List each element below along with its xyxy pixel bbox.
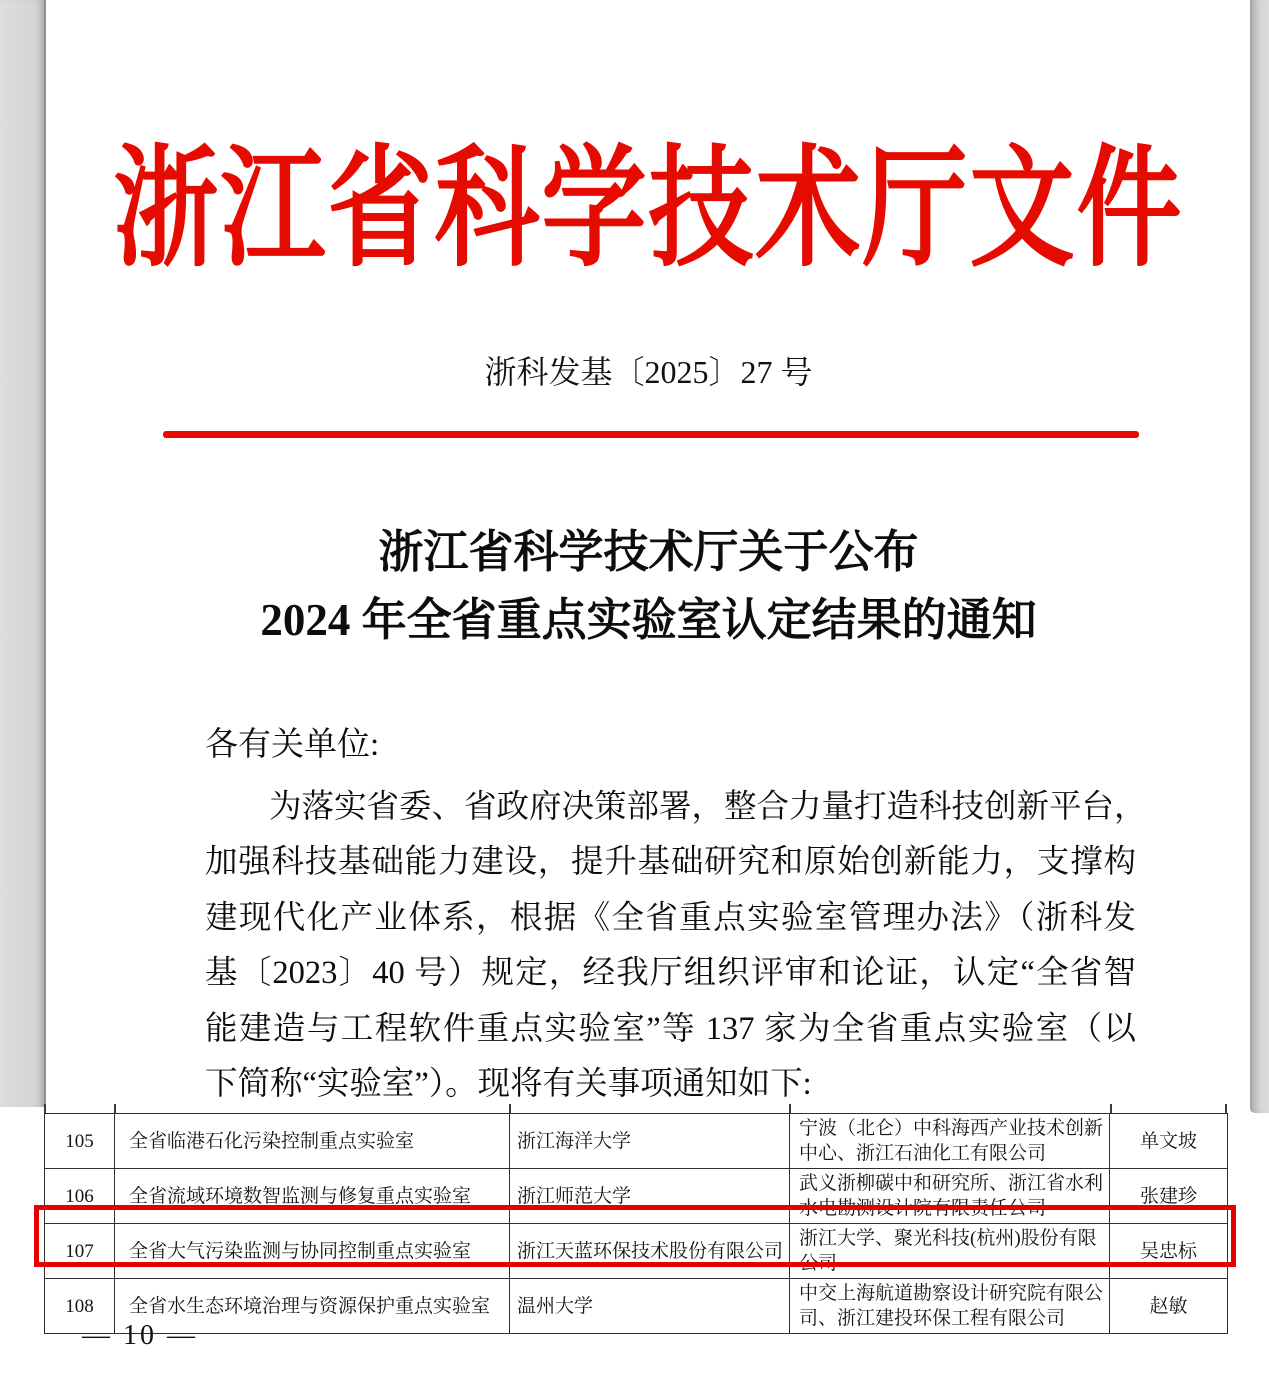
partners-cell: 浙江大学、聚光科技(杭州)股份有限公司 bbox=[790, 1224, 1110, 1279]
row-number-cell: 106 bbox=[45, 1169, 115, 1224]
lab-name-cell: 全省水生态环境治理与资源保护重点实验室 bbox=[115, 1279, 510, 1334]
lab-name-cell: 全省流域环境数智监测与修复重点实验室 bbox=[115, 1169, 510, 1224]
red-divider-line bbox=[163, 431, 1139, 438]
body-line: 下简称“实验室”）。现将有关事项通知如下: bbox=[205, 1065, 812, 1102]
red-highlight-box-row-107 bbox=[34, 1205, 1236, 1267]
salutation: 各有关单位: bbox=[205, 727, 380, 763]
body-line: 加强科技基础能力建设，提升基础研究和原始创新能力，支撑构 bbox=[205, 844, 1136, 881]
director-cell: 赵敏 bbox=[1110, 1279, 1228, 1334]
director-cell: 张建珍 bbox=[1110, 1169, 1228, 1224]
row-number-cell: 105 bbox=[45, 1114, 115, 1169]
table-row bbox=[45, 1114, 1228, 1169]
institution-cell: 浙江师范大学 bbox=[510, 1169, 790, 1224]
page-left-margin bbox=[0, 0, 46, 1107]
notice-title-line1: 浙江省科学技术厅关于公布 bbox=[378, 527, 919, 577]
page-number: — 10 — bbox=[82, 1320, 198, 1351]
notice-title bbox=[47, 518, 1250, 654]
director-cell: 单文坡 bbox=[1110, 1114, 1228, 1169]
body-line: 为落实省委、省政府决策部署，整合力量打造科技创新平台， bbox=[269, 789, 1147, 825]
body-line: 能建造与工程软件重点实验室”等 137 家为全省重点实验室（以 bbox=[205, 1010, 1136, 1047]
table-row bbox=[45, 1279, 1228, 1334]
partners-cell: 宁波（北仑）中科海西产业技术创新中心、浙江石油化工有限公司 bbox=[790, 1114, 1110, 1169]
institution-cell: 浙江海洋大学 bbox=[510, 1114, 790, 1169]
institution-cell: 温州大学 bbox=[510, 1279, 790, 1334]
lab-name-cell: 全省临港石化污染控制重点实验室 bbox=[115, 1114, 510, 1169]
partners-cell: 中交上海航道勘察设计研究院有限公司、浙江建投环保工程有限公司 bbox=[790, 1279, 1110, 1334]
lab-name-cell: 全省大气污染监测与协同控制重点实验室 bbox=[115, 1224, 510, 1279]
notice-title-line2: 2024 年全省重点实验室认定结果的通知 bbox=[260, 595, 1037, 645]
document-number: 浙科发基〔2025〕27 号 bbox=[484, 354, 813, 390]
row-number-cell: 108 bbox=[45, 1279, 115, 1334]
director-cell: 吴忠标 bbox=[1110, 1224, 1228, 1279]
institution-cell: 浙江天蓝环保技术股份有限公司 bbox=[510, 1224, 790, 1279]
body-line: 建现代化产业体系，根据《全省重点实验室管理办法》（浙科发 bbox=[205, 899, 1136, 936]
row-number-cell: 107 bbox=[45, 1224, 115, 1279]
notice-body bbox=[205, 780, 1147, 1112]
partners-cell: 武义浙柳碳中和研究所、浙江省水利水电勘测设计院有限责任公司 bbox=[790, 1169, 1110, 1224]
body-line: 基〔2023〕40 号）规定，经我厅组织评审和论证，认定“全省智 bbox=[205, 955, 1136, 992]
page-right-margin bbox=[1250, 0, 1269, 1113]
letterhead-title: 浙江省科学技术厅文件 bbox=[113, 136, 1184, 283]
